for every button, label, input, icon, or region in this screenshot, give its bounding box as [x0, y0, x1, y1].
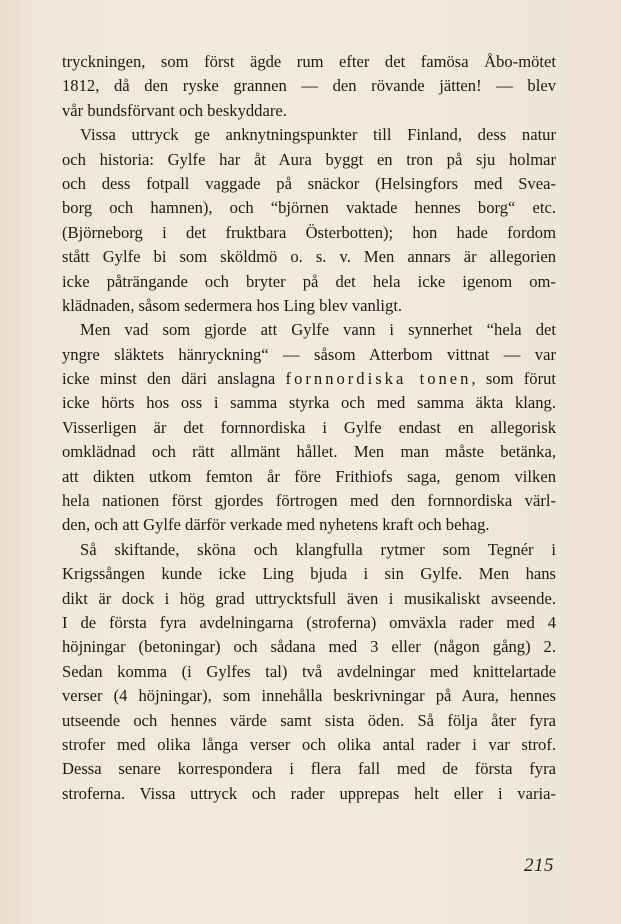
text-line: 1812, då den ryske grannen — den rövande jätten! — blev — [62, 76, 556, 96]
text-segment: icke minst den däri anslagna — [62, 369, 286, 389]
text-line: vår bundsförvant och beskyddare. — [62, 100, 287, 120]
text-line: hela nationen först gjordes förtrogen med den fornnordiska värl- — [62, 491, 556, 511]
text-line: verser (4 höjningar), som innehålla beskrivningar på Aura, hennes — [62, 686, 556, 706]
text-line: Krigssången kunde icke Ling bjuda i sin Gylfe. Men hans — [62, 564, 556, 584]
text-line: (Björneborg i det fruktbara Österbotten); hon hade fordom — [62, 222, 556, 242]
text-line: strofer med olika långa verser och olika antal rader i var strof. — [62, 734, 556, 754]
text-line: Vissa uttryck ge anknytningspunkter till Finland, dess natur — [80, 125, 556, 145]
text-line: Sedan komma (i Gylfes tal) två avdelningar med knittelartade — [62, 661, 556, 681]
text-line: utseende och hennes värde samt sista öden. Så följa åter fyra — [62, 710, 556, 730]
text-line: icke påträngande och bryter på det hela icke igenom om- — [62, 271, 556, 291]
text-line: och dess fotpall vaggade på snäckor (Helsingfors med Svea- — [62, 173, 556, 193]
text-line: borg och hamnen), och “björnen vaktade hennes borg“ etc. — [62, 198, 556, 218]
text-segment: , som förut — [471, 369, 556, 389]
text-line: Så skiftande, sköna och klangfulla rytmer som Tegnér i — [80, 539, 556, 559]
text-line: och historia: Gylfe har åt Aura byggt en tron på sju holmar — [62, 149, 556, 169]
text-line: icke hörts hos oss i samma styrka och med samma äkta klang. — [62, 393, 556, 413]
text-line: klädnaden, såsom sedermera hos Ling blev vanligt. — [62, 295, 403, 315]
text-line: I de första fyra avdelningarna (stroferna) omväxla rader med 4 — [62, 612, 556, 632]
text-line: Men vad som gjorde att Gylfe vann i synnerhet “hela det — [80, 320, 556, 340]
text-line: stroferna. Vissa uttryck och rader upprepas helt eller i varia- — [62, 783, 556, 803]
text-line: tryckningen, som först ägde rum efter det famösa Åbo-mötet — [62, 52, 556, 71]
page-number: 215 — [524, 855, 554, 876]
text-line: höjningar (betoningar) och sådana med 3 eller (någon gång) 2. — [62, 637, 556, 657]
text-line: yngre släktets hänryckning“ — såsom Atterbom vittnat — var — [62, 344, 556, 364]
text-line: den, och att Gylfe därför verkade med nyhetens kraft och behag. — [62, 515, 490, 535]
text-line: omklädnad och rätt allmänt hållet. Men man måste betänka, — [62, 442, 556, 462]
text-line: Dessa senare korrespondera i flera fall med de första fyra — [62, 759, 556, 779]
body-text — [62, 50, 556, 806]
text-line: Visserligen är det fornnordiska i Gylfe endast en allegorisk — [62, 417, 556, 437]
text-line: dikt är dock i hög grad uttrycktsfull även i musikaliskt avseende. — [62, 588, 556, 608]
text-line: att dikten utkom femton år före Frithiofs saga, genom vilken — [62, 466, 556, 486]
text-line — [62, 367, 556, 391]
spaced-emphasis: fornnordiska tonen — [285, 369, 472, 389]
text-line: stått Gylfe bi som sköldmö o. s. v. Men annars är allegorien — [62, 247, 556, 267]
